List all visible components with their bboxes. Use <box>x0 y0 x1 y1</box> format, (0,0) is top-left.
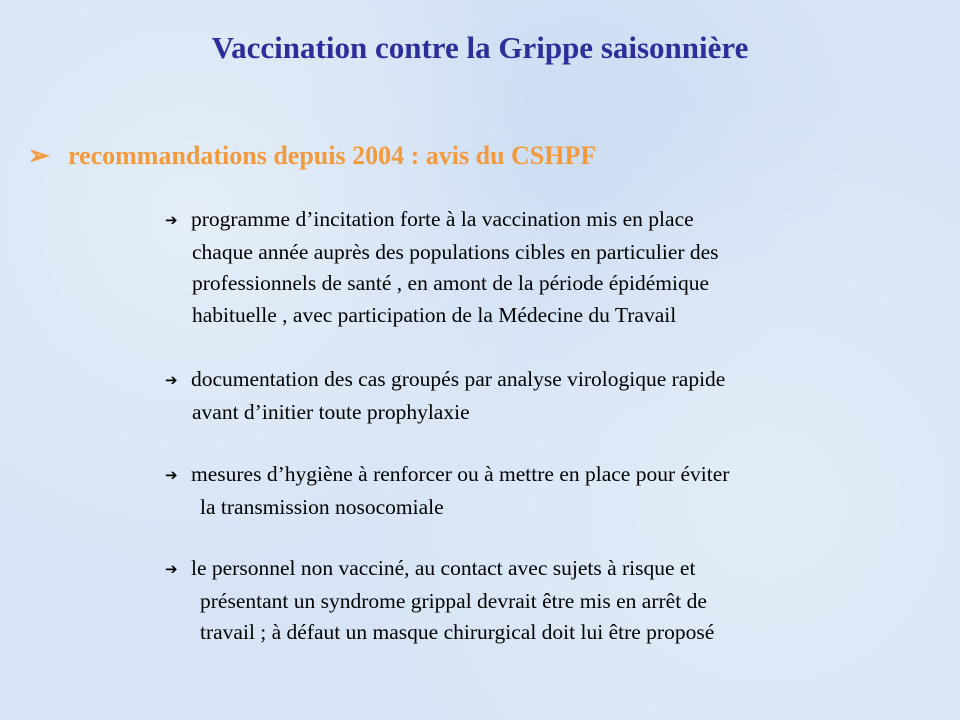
bullet-line: le personnel non vacciné, au contact avec sujets à risque et <box>191 556 696 580</box>
arrow-right-icon: ➔ <box>165 560 178 578</box>
bullet-line: chaque année auprès des populations cibles en particulier des <box>192 239 719 264</box>
bullet-item <box>165 204 719 331</box>
bullet-line: habituelle , avec participation de la Médecine du Travail <box>192 302 677 327</box>
arrow-right-icon: ➔ <box>165 211 178 229</box>
slide-title: Vaccination contre la Grippe saisonnière <box>211 30 749 65</box>
arrowhead-bullet-icon: ➢ <box>28 141 50 170</box>
bullet-line: mesures d’hygiène à renforcer ou à mettre en place pour éviter <box>191 462 730 486</box>
bullet-line: professionnels de santé , en amont de la période épidémique <box>192 271 710 295</box>
bullet-line: travail ; à défaut un masque chirurgical doit lui être proposé <box>200 620 715 644</box>
section-heading <box>28 141 596 171</box>
arrow-right-icon: ➔ <box>165 371 178 389</box>
bullet-line: présentant un syndrome grippal devrait être mis en arrêt de <box>200 588 707 613</box>
bullet-line: programme d’incitation forte à la vaccination mis en place <box>191 207 694 231</box>
bullet-line: documentation des cas groupés par analyse virologique rapide <box>191 367 726 391</box>
bullet-item <box>165 364 725 428</box>
section-heading-text: recommandations depuis 2004 : avis du CSHPF <box>68 141 597 170</box>
bullet-item <box>165 459 729 523</box>
bullet-line: avant d’initier toute prophylaxie <box>192 399 470 424</box>
bullet-line: la transmission nosocomiale <box>200 494 444 519</box>
bullet-item <box>165 553 714 649</box>
arrow-right-icon: ➔ <box>165 466 178 484</box>
